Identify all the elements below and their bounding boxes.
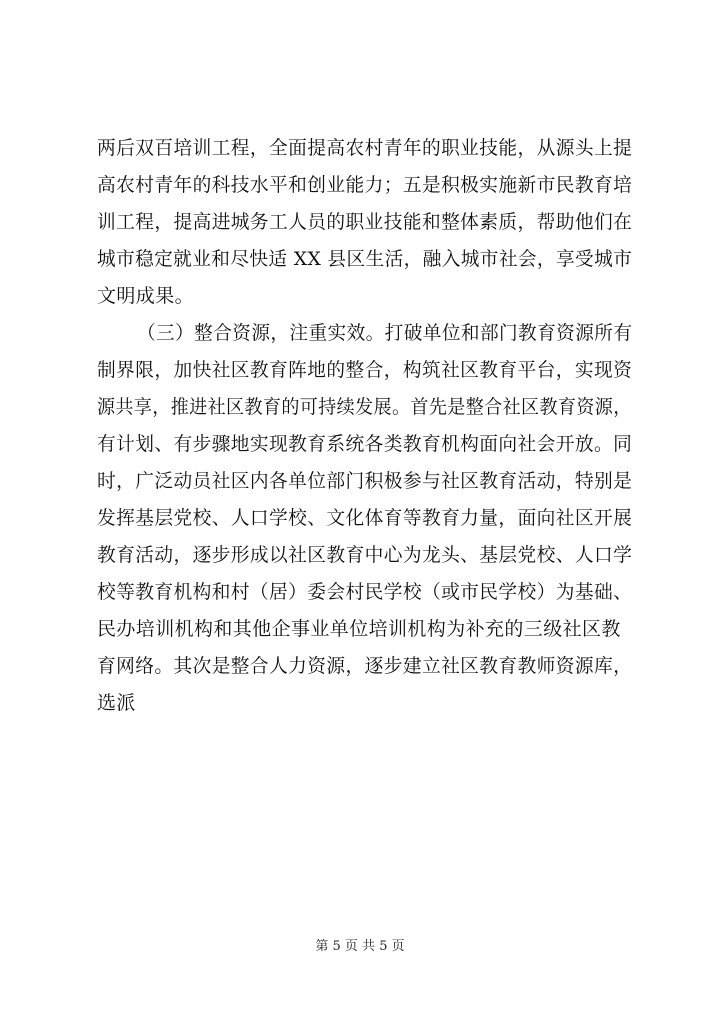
body-text-line: 时，广泛动员社区内各单位部门积极参与社区教育活动，特别是 bbox=[97, 470, 633, 492]
body-text-line: 城市稳定就业和尽快适 XX 县区生活，融入城市社会，享受城市 bbox=[97, 248, 633, 270]
page-number-footer: 第 5 页 共 5 页 bbox=[315, 939, 405, 954]
body-text-line: 文明成果。 bbox=[97, 285, 195, 307]
body-text-line: 高农村青年的科技水平和创业能力；五是积极实施新市民教育培 bbox=[97, 174, 633, 196]
body-text-line: 校等教育机构和村（居）委会村民学校（或市民学校）为基础、 bbox=[97, 581, 633, 603]
body-text-line: 有计划、有步骤地实现教育系统各类教育机构面向社会开放。同 bbox=[97, 433, 633, 455]
paragraph-heading-line: （三）整合资源，注重实效。打破单位和部门教育资源所有 bbox=[137, 322, 633, 344]
body-text-line: 源共享，推进社区教育的可持续发展。首先是整合社区教育资源， bbox=[97, 396, 632, 418]
body-text-line: 发挥基层党校、人口学校、文化体育等教育力量，面向社区开展 bbox=[97, 507, 633, 529]
body-text-line: 选派 bbox=[97, 692, 136, 714]
body-text-line: 教育活动，逐步形成以社区教育中心为龙头、基层党校、人口学 bbox=[97, 544, 633, 566]
body-text-line: 制界限，加快社区教育阵地的整合，构筑社区教育平台，实现资 bbox=[97, 359, 633, 381]
body-text-line: 两后双百培训工程，全面提高农村青年的职业技能，从源头上提 bbox=[97, 137, 633, 159]
body-text-line: 民办培训机构和其他企事业单位培训机构为补充的三级社区教 bbox=[97, 618, 621, 640]
body-text-line: 训工程，提高进城务工人员的职业技能和整体素质，帮助他们在 bbox=[97, 211, 633, 233]
body-text-line: 育网络。其次是整合人力资源，逐步建立社区教育教师资源库， bbox=[97, 655, 633, 677]
